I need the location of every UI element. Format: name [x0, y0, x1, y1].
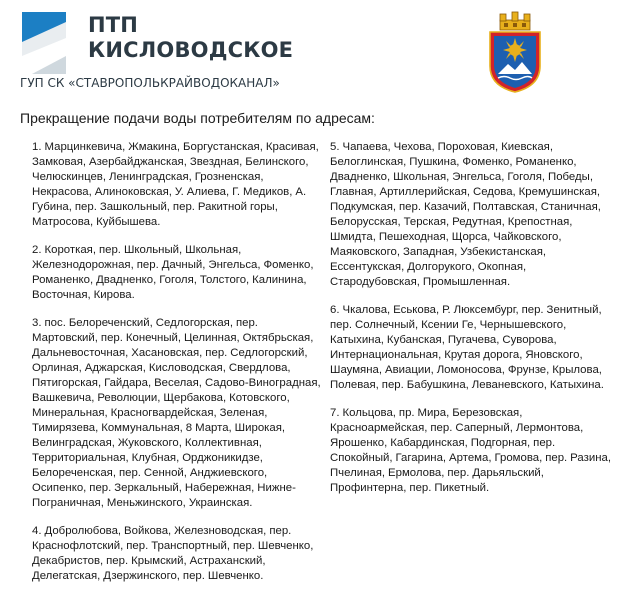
brand-line-1: ПТП [88, 13, 139, 37]
group-addresses: Чапаева, Чехова, Пороховая, Киевская, Белоглинская, Пушкина, Фоменко, Романенко, Двадненко, Школьная, Энгельса, Гоголя, Победы, Главная, Артиллерийская, Седова, Кремушинская, Подкумская, пер. Казачий, Полтавская, Станичная, Белорусская, Терская, Редутная, Крепостная, Шмидта, Пешеходная, Щорса, Чайковского, Маяковского, Западная, Узбекистанская, Ессентукская, Долгорукого, Окопная, Стародубовская, Промышленная. [330, 141, 601, 288]
address-group-1 [32, 140, 322, 230]
company-logo-icon [22, 12, 66, 74]
group-number: 5. [330, 141, 340, 153]
address-column-right [330, 140, 612, 509]
group-number: 1. [32, 141, 42, 153]
group-addresses: Кольцова, пр. Мира, Березовская, Красноармейская, пер. Саперный, Лермонтова, Ярошенко, Кабардинская, Подгорная, пер. Спокойный, Гагарина, Артема, Громова, пер. Разина, Пчелиная, Ермолова, пер. Дарьяльский, Профинтерна, пер. Пикетный. [330, 407, 611, 494]
group-addresses: Добролюбова, Войкова, Железноводская, пер. Краснофлотский, пер. Транспортный, пер. Шевченко, Декабристов, пер. Крымский, Астраханский, Делегатская, Дзержинского, пер. Шевченко. [32, 525, 314, 582]
address-column-left [32, 140, 322, 597]
group-addresses: Марцинкевича, Жмакина, Боргустанская, Красивая, Замковая, Азербайджанская, Звездная, Белинского, Челюскинцев, Ленинградская, Грозненская, Некрасова, Алиноковская, У. Алиева, Г. Медиков, А. Губина, пер. Зашкольный, пер. Ракитной горы, Матросова, Куйбышева. [32, 141, 319, 228]
brand-line-2: КИСЛОВОДСКОЕ [88, 38, 294, 62]
brand-title [88, 13, 293, 62]
address-group-5 [330, 140, 612, 290]
group-number: 2. [32, 244, 42, 256]
group-number: 6. [330, 304, 340, 316]
group-number: 3. [32, 317, 42, 329]
address-group-2 [32, 243, 322, 303]
page-heading: Прекращение подачи воды потребителям по адресам: [20, 110, 375, 126]
kislovodsk-coat-of-arms-icon [484, 8, 546, 94]
group-number: 7. [330, 407, 340, 419]
group-number: 4. [32, 525, 42, 537]
header [0, 0, 619, 96]
address-group-6 [330, 303, 612, 393]
address-group-7 [330, 406, 612, 496]
address-group-3 [32, 316, 322, 511]
group-addresses: пос. Белореченский, Седлогорская, пер. Мартовский, пер. Конечный, Целинная, Октябрьская, Дальневосточная, Хасановская, пер. Седлогорский, Орлиная, Аджарская, Кисловодская, Свердлова, Пятигорская, Гайдара, Веселая, Садово-Виноградная, Вашкевича, Революции, Щербакова, Котовского, Минеральная, Красногвардейская, Зеленая, Тимирязева, Коммунальная, 8 Марта, Широкая, Велинградская, Жуковского, Коллективная, Территориальная, Клубная, Орджоникидзе, Белореченская, пер. Сенной, Анджиевского, Осипенко, пер. Зеркальный, Набережная, Нижне-Пограничная, Меньжинского, Украинская. [32, 317, 321, 509]
group-addresses: Короткая, пер. Школьный, Школьная, Железнодорожная, пер. Дачный, Энгельса, Фоменко, Романенко, Двадненко, Гоголя, Толстого, Калинина, Восточная, Кирова. [32, 244, 314, 301]
group-addresses: Чкалова, Еськова, Р. Люксембург, пер. Зенитный, пер. Солнечный, Ксении Ге, Чернышевского, Катыхина, Кубанская, Пугачева, Суворова, Интернациональная, Крутая дорога, Яновского, Шаумяна, Авиации, Ломоносова, Фрунзе, Крылова, Полевая, пер. Бабушкина, Леваневского, Катыхина. [330, 304, 604, 391]
brand-subtitle: ГУП СК «СТАВРОПОЛЬКРАЙВОДОКАНАЛ» [20, 76, 280, 90]
address-group-4 [32, 524, 322, 584]
